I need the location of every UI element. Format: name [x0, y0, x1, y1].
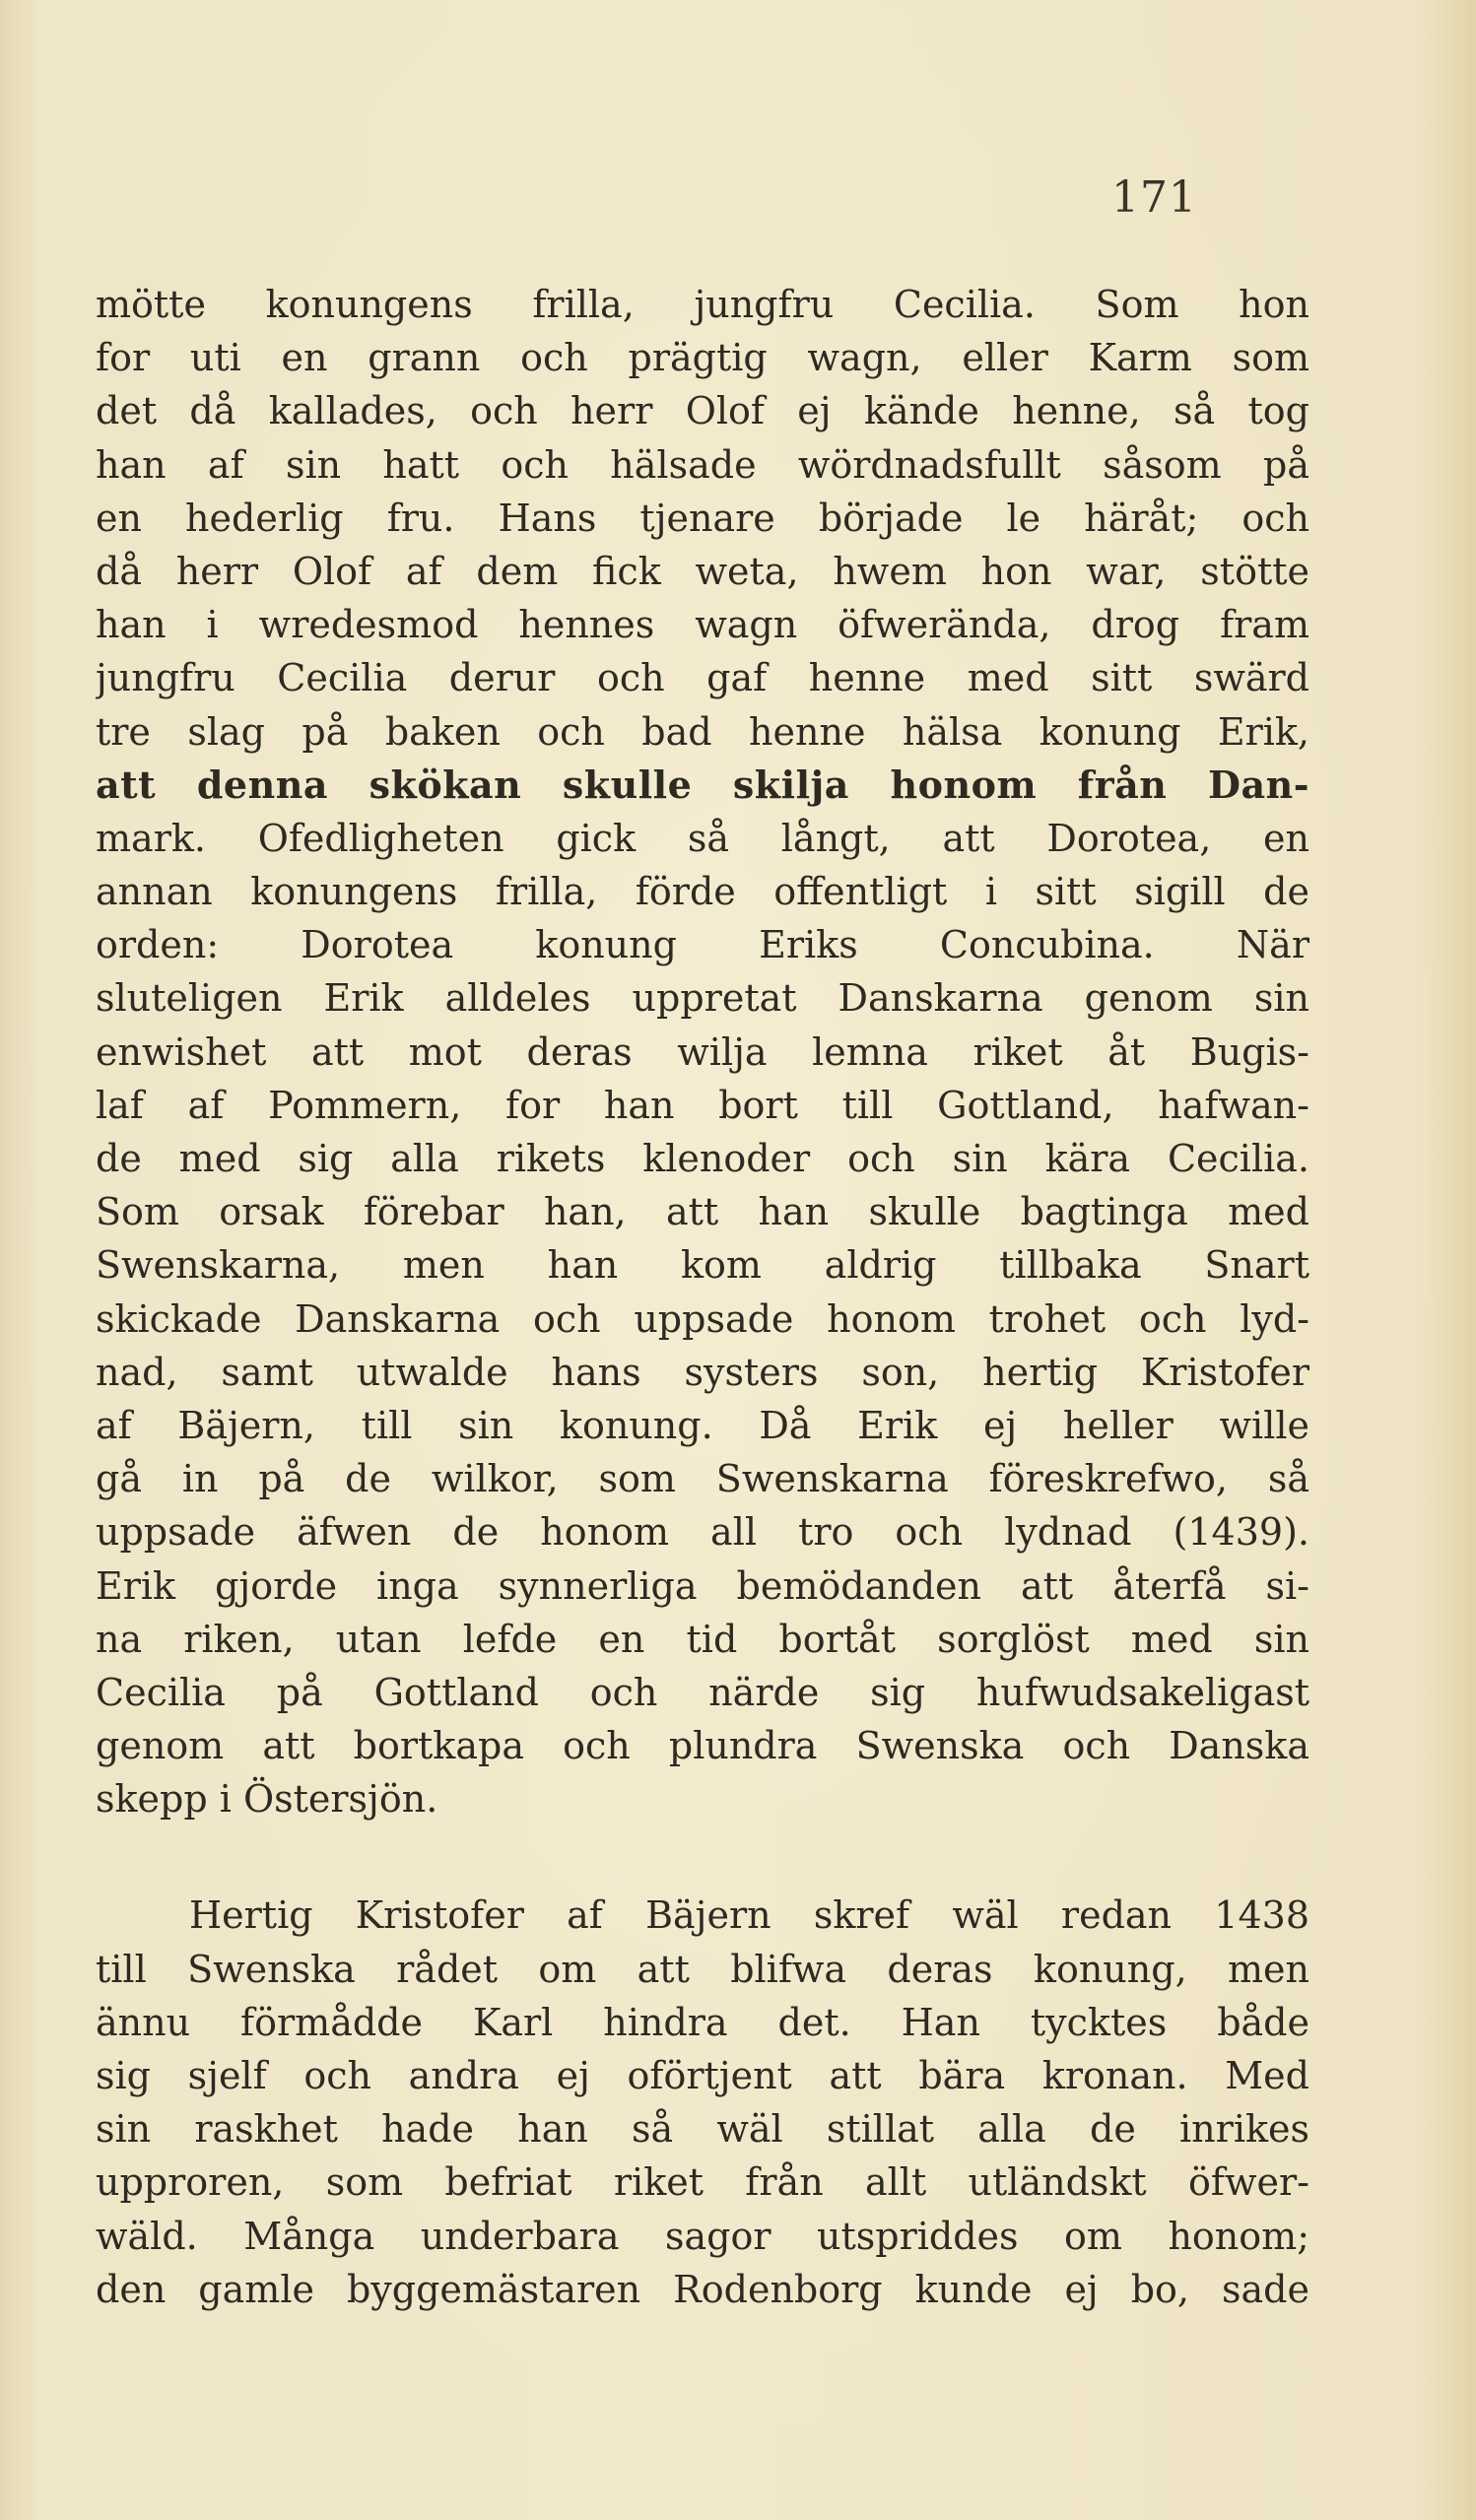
text-line: han i wredesmod hennes wagn öfwerända, drog fram [96, 603, 1309, 647]
text-line: mark. Ofedligheten gick så långt, att Dorotea, en [96, 816, 1309, 860]
text-line: laf af Pommern, for han bort till Gottland, hafwan- [96, 1083, 1309, 1127]
text-line: annan konungens frilla, förde offentligt i sitt sigill de [96, 870, 1309, 914]
text-line: Hertig Kristofer af Bäjern skref wäl redan 1438 [189, 1893, 1309, 1938]
text-line: jungfru Cecilia derur och gaf henne med sitt swärd [96, 656, 1309, 700]
text-line: mötte konungens frilla, jungfru Cecilia. Som hon [96, 283, 1309, 326]
text-line: uppsade äfwen de honom all tro och lydnad (1439). [96, 1510, 1309, 1555]
text-line: af Bäjern, till sin konung. Då Erik ej heller wille [96, 1403, 1309, 1447]
text-line: de med sig alla rikets klenoder och sin kära Cecilia. [96, 1137, 1309, 1180]
text-line: det då kallades, och herr Olof ej kände henne, så tog [96, 389, 1309, 433]
text-line: sin raskhet hade han så wäl stillat alla de inrikes [96, 2107, 1309, 2152]
text-line: tre slag på baken och bad henne hälsa konung Erik, [96, 709, 1309, 754]
text-line: han af sin hatt och hälsade wördnadsfullt såsom på [96, 442, 1309, 487]
text-line: att denna skökan skulle skilja honom från Dan- [96, 762, 1309, 807]
text-line: na riken, utan lefde en tid bortåt sorglöst med sin [96, 1617, 1309, 1661]
text-line: upproren, som befriat riket från allt utländskt öfwer- [96, 2160, 1309, 2205]
text-line: då herr Olof af dem fick weta, hwem hon war, stötte [96, 549, 1309, 593]
text-line: Erik gjorde inga synnerliga bemödanden att återfå si- [96, 1563, 1309, 1608]
text-line: orden: Dorotea konung Eriks Concubina. När [96, 923, 1309, 967]
page-number: 171 [1111, 172, 1197, 223]
body-text [96, 278, 1309, 2316]
text-line: Swenskarna, men han kom aldrig tillbaka Snart [96, 1243, 1309, 1288]
text-line: den gamle byggemästaren Rodenborg kunde ej bo, sade [96, 2267, 1309, 2311]
text-line: ännu förmådde Karl hindra det. Han tycktes både [96, 2000, 1309, 2044]
text-line: skickade Danskarna och uppsade honom trohet och lyd- [96, 1296, 1309, 1341]
text-line: genom att bortkapa och plundra Swenska och Danska [96, 1724, 1309, 1768]
text-line: Cecilia på Gottland och närde sig hufwudsakeligast [96, 1670, 1309, 1714]
text-line: for uti en grann och prägtig wagn, eller Karm som [96, 336, 1309, 380]
text-line: skepp i Östersjön. [96, 1777, 438, 1822]
text-line: gå in på de wilkor, som Swenskarna föreskrefwo, så [96, 1457, 1309, 1501]
text-line: till Swenska rådet om att blifwa deras konung, men [96, 1947, 1309, 1991]
text-line: sluteligen Erik alldeles uppretat Danskarna genom sin [96, 976, 1309, 1021]
text-line: nad, samt utwalde hans systers son, hertig Kristofer [96, 1350, 1309, 1394]
paragraph-gap [96, 1825, 1309, 1889]
text-line: enwishet att mot deras wilja lemna riket åt Bugis- [96, 1029, 1309, 1074]
text-line: en hederlig fru. Hans tjenare började le häråt; och [96, 496, 1309, 540]
text-line: Som orsak förebar han, att han skulle bagtinga med [96, 1190, 1309, 1234]
text-line: sig sjelf och andra ej oförtjent att bära kronan. Med [96, 2054, 1309, 2097]
text-line: wäld. Många underbara sagor utspriddes om honom; [96, 2214, 1309, 2258]
